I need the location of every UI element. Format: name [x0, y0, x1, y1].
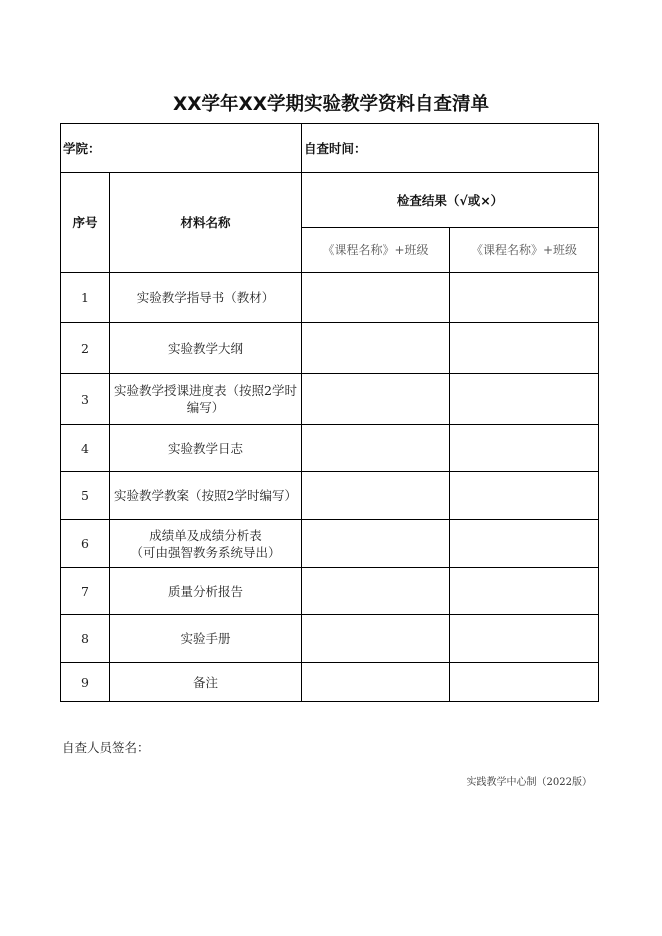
result-cell-course-2[interactable]	[450, 615, 599, 663]
result-cell-course-1[interactable]	[302, 323, 450, 374]
result-cell-course-2[interactable]	[450, 273, 599, 323]
row-index: 4	[61, 425, 110, 472]
result-cell-course-1[interactable]	[302, 615, 450, 663]
row-index: 5	[61, 472, 110, 520]
result-cell-course-1[interactable]	[302, 374, 450, 425]
header-course-1: 《课程名称》+班级	[302, 228, 450, 273]
material-name: 实验教学大纲	[168, 340, 244, 356]
header-result: 检查结果（√或×）	[302, 173, 599, 228]
table-row	[61, 374, 599, 425]
material-cell	[110, 520, 302, 568]
material-name: 备注	[193, 674, 219, 690]
college-field[interactable]: 学院：	[61, 124, 302, 173]
material-cell	[110, 273, 302, 323]
row-index: 6	[61, 520, 110, 568]
table-row	[61, 472, 599, 520]
material-cell	[110, 323, 302, 374]
material-cell	[110, 472, 302, 520]
material-name: 实验教学教案（按照2学时编写）	[114, 488, 297, 503]
material-cell	[110, 374, 302, 425]
material-name: 实验教学日志	[168, 440, 244, 456]
material-cell	[110, 615, 302, 663]
material-name: 实验教学授课进度表（按照2学时编写）	[114, 383, 297, 415]
checklist-table	[60, 123, 599, 702]
header-course-2: 《课程名称》+班级	[450, 228, 599, 273]
table-row	[61, 425, 599, 472]
table-row	[61, 615, 599, 663]
result-cell-course-1[interactable]	[302, 273, 450, 323]
footer-note: 实践教学中心制（2022版）	[466, 777, 592, 788]
material-name: 实验教学指导书（教材）	[136, 290, 275, 305]
table-row	[61, 520, 599, 568]
result-cell-course-1[interactable]	[302, 568, 450, 615]
material-name: 质量分析报告	[168, 583, 244, 599]
row-index: 2	[61, 323, 110, 374]
result-cell-course-1[interactable]	[302, 472, 450, 520]
material-cell	[110, 663, 302, 702]
info-row	[61, 124, 599, 173]
result-cell-course-2[interactable]	[450, 520, 599, 568]
result-cell-course-2[interactable]	[450, 568, 599, 615]
header-material: 材料名称	[110, 173, 302, 273]
material-name: 成绩单及成绩分析表	[149, 527, 262, 543]
header-index: 序号	[61, 173, 110, 273]
table-row	[61, 568, 599, 615]
row-index: 8	[61, 615, 110, 663]
material-cell	[110, 425, 302, 472]
row-index: 1	[61, 273, 110, 323]
table-row	[61, 273, 599, 323]
result-cell-course-1[interactable]	[302, 663, 450, 702]
result-cell-course-2[interactable]	[450, 323, 599, 374]
row-index: 7	[61, 568, 110, 615]
table-row	[61, 663, 599, 702]
date-field[interactable]: 自查时间：	[302, 124, 599, 173]
page-title: XX学年XX学期实验教学资料自查清单	[172, 94, 490, 115]
result-cell-course-2[interactable]	[450, 425, 599, 472]
result-cell-course-2[interactable]	[450, 374, 599, 425]
result-cell-course-2[interactable]	[450, 472, 599, 520]
row-index: 9	[61, 663, 110, 702]
signature-label: 自查人员签名：	[62, 740, 150, 755]
material-name-note: （可由强智教务系统导出）	[130, 544, 281, 560]
result-cell-course-2[interactable]	[450, 663, 599, 702]
row-index: 3	[61, 374, 110, 425]
material-name: 实验手册	[180, 631, 231, 646]
header-row	[61, 173, 599, 228]
result-cell-course-1[interactable]	[302, 425, 450, 472]
material-cell	[110, 568, 302, 615]
result-cell-course-1[interactable]	[302, 520, 450, 568]
table-row	[61, 323, 599, 374]
